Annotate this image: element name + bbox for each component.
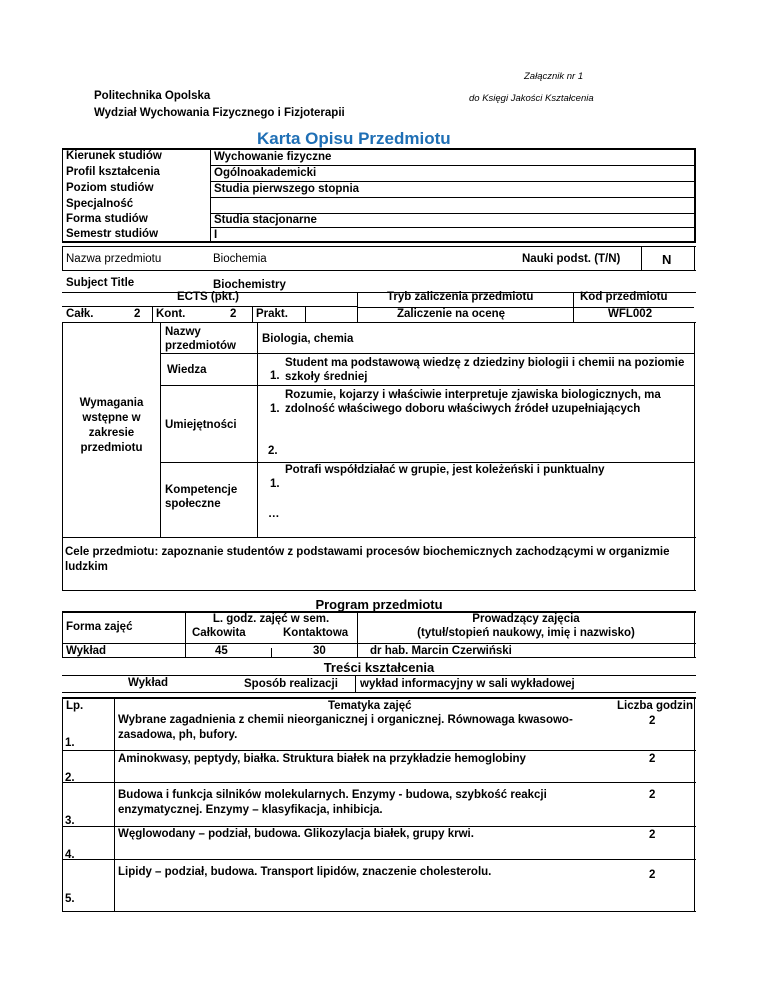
row-hours: 2 <box>649 789 656 801</box>
row-number: 3. <box>65 815 75 827</box>
assessment-mode: Zaliczenie na ocenę <box>397 308 506 320</box>
lecturer-header: Prowadzący zajęcia <box>472 613 580 625</box>
ects-total: 2 <box>134 308 141 320</box>
skills-label: Umiejętności <box>165 419 237 431</box>
ects-contact-label: Kont. <box>156 308 186 320</box>
skills-number-1: 1. <box>270 403 280 415</box>
field-value-kierunek: Wychowanie fizyczne <box>214 151 332 163</box>
row-number: 5. <box>65 893 75 905</box>
field-label-poziom: Poziom studiów <box>66 182 154 194</box>
field-label-specjalnosc: Specjalność <box>66 198 134 210</box>
ects-contact: 2 <box>230 308 237 320</box>
ects-practical-label: Prakt. <box>256 308 288 320</box>
lp-header: Lp. <box>66 700 84 712</box>
form-label: Forma zajęć <box>66 621 133 633</box>
hours-contact-label: Kontaktowa <box>283 627 349 639</box>
ects-total-label: Całk. <box>66 308 94 320</box>
social-number-1: 1. <box>270 478 280 490</box>
contents-form: Wykład <box>128 677 169 689</box>
book-note: do Księgi Jakości Kształcenia <box>469 93 594 104</box>
row-number: 2. <box>65 772 75 784</box>
row-topic: Budowa i funkcja silników molekularnych. Enzymy - budowa, szybkość reakcji enzymatycznej. Enzymy – klasyfikacja, inhibicja. <box>118 789 547 816</box>
lecture-hours-total: 45 <box>215 645 228 657</box>
subject-title: Biochemistry <box>213 279 286 291</box>
lecturer-subheader: (tytuł/stopień naukowy, imię i nazwisko) <box>417 627 635 639</box>
basic-science-value: N <box>662 252 672 267</box>
prerequisite-subjects: Biologia, chemia <box>262 333 354 345</box>
page-title: Karta Opisu Przedmiotu <box>257 129 451 148</box>
row-hours: 2 <box>649 829 656 841</box>
university-name: Politechnika Opolska <box>94 90 211 102</box>
topic-header: Tematyka zajęć <box>328 700 412 712</box>
prerequisite-subjects-label: Nazwy przedmiotów <box>165 326 236 352</box>
row-topic: Węglowodany – podział, budowa. Glikozylacja białek, grupy krwi. <box>118 828 474 840</box>
lecture-hours-contact: 30 <box>313 645 326 657</box>
row-hours: 2 <box>649 869 656 881</box>
code-header: Kod przedmiotu <box>580 291 668 303</box>
row-topic: Lipidy – podział, budowa. Transport lipidów, znaczenie cholesterolu. <box>118 866 492 878</box>
field-label-semestr: Semestr studiów <box>66 228 159 240</box>
social-requirement-1: Potrafi współdziałać w grupie, jest koleżeński i punktualny <box>285 464 605 476</box>
row-hours: 2 <box>649 753 656 765</box>
row-number: 4. <box>65 849 75 861</box>
attachment-note: Załącznik nr 1 <box>524 71 584 82</box>
hours-header: Liczba godzin <box>617 700 694 712</box>
skills-number-2: 2. <box>268 445 278 457</box>
method-label: Sposób realizacji <box>244 678 338 690</box>
field-label-kierunek: Kierunek studiów <box>66 150 162 162</box>
row-number: 1. <box>65 737 75 749</box>
program-header: Program przedmiotu <box>315 597 443 612</box>
field-value-semestr: I <box>214 229 218 241</box>
hours-total-label: Całkowita <box>192 627 246 639</box>
knowledge-number: 1. <box>270 370 280 382</box>
knowledge-requirement: Student ma podstawową wiedzę z dziedziny biologii i chemii na poziomie szkoły średniej <box>285 357 685 383</box>
mode-header: Tryb zaliczenia przedmiotu <box>387 291 534 303</box>
basic-science-label: Nauki podst. (T/N) <box>522 253 621 265</box>
course-goals: Cele przedmiotu: zapoznanie studentów z podstawami procesów biochemicznych zachodzącymi w organizmie ludzkim <box>65 546 670 573</box>
knowledge-label: Wiedza <box>167 364 207 376</box>
subject-name-label: Nazwa przedmiotu <box>66 253 162 265</box>
social-competence-label: Kompetencje społeczne <box>165 484 238 510</box>
requirements-label: Wymagania wstępne w zakresie przedmiotu <box>79 397 144 454</box>
row-topic: Aminokwasy, peptydy, białka. Struktura białek na przykładzie hemoglobiny <box>118 753 526 765</box>
row-topic: Wybrane zagadnienia z chemii nieorganicznej i organicznej. Równowaga kwasowo-zasadowa, ph, bufory. <box>118 714 573 741</box>
subject-code: WFL002 <box>608 308 653 320</box>
faculty-name: Wydział Wychowania Fizycznego i Fizjoterapii <box>94 107 345 119</box>
lecturer-name: dr hab. Marcin Czerwiński <box>370 645 512 657</box>
field-label-forma: Forma studiów <box>66 213 148 225</box>
subject-name: Biochemia <box>213 253 267 265</box>
contents-header: Treści kształcenia <box>323 660 435 675</box>
field-value-poziom: Studia pierwszego stopnia <box>214 183 360 195</box>
subject-title-label: Subject Title <box>66 277 135 289</box>
skills-requirement-1: Rozumie, kojarzy i właściwie interpretuje zjawiska biologicznych, ma zdolność właściwego doboru właściwych źródeł uzupełniających <box>285 389 661 415</box>
method-value: wykład informacyjny w sali wykładowej <box>360 678 575 690</box>
field-value-forma: Studia stacjonarne <box>214 214 317 226</box>
social-more: … <box>268 508 280 520</box>
ects-header: ECTS (pkt.) <box>177 291 239 303</box>
field-label-profil: Profil kształcenia <box>66 166 160 178</box>
field-value-profil: Ogólnoakademicki <box>214 167 317 179</box>
row-hours: 2 <box>649 715 656 727</box>
lecture-form: Wykład <box>66 645 107 657</box>
hours-label: L. godz. zajęć w sem. <box>212 613 330 625</box>
